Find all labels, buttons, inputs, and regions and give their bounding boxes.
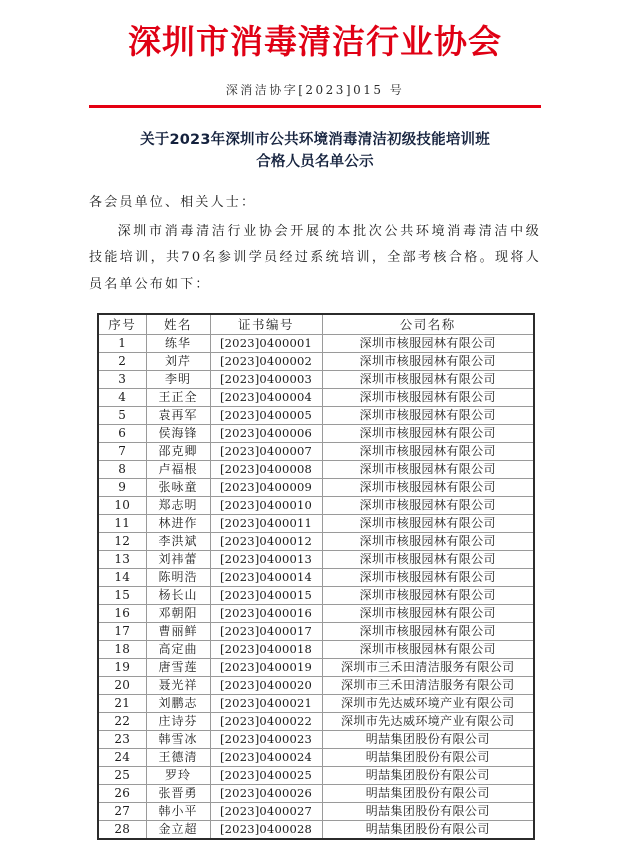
table-row: [98, 407, 534, 425]
cell-index: 23: [98, 731, 146, 749]
cell-index: 1: [98, 335, 146, 353]
letterhead: [0, 0, 630, 108]
cell-company: 明喆集团股份有限公司: [322, 767, 534, 785]
table-row: [98, 623, 534, 641]
cell-company: 深圳市核服园林有限公司: [322, 371, 534, 389]
table-row: [98, 425, 534, 443]
cell-index: 27: [98, 803, 146, 821]
cell-index: 20: [98, 677, 146, 695]
table-row: [98, 803, 534, 821]
cell-index: 19: [98, 659, 146, 677]
page-title-line-1: 关于2023年深圳市公共环境消毒清洁初级技能培训班: [140, 131, 490, 148]
cell-name: 庄诗芬: [146, 713, 210, 731]
table-row: [98, 443, 534, 461]
roster-table: [97, 313, 535, 840]
table-header: [98, 314, 534, 335]
table-row: [98, 731, 534, 749]
red-divider-rule: [89, 105, 541, 108]
salutation: 各会员单位、相关人士：: [89, 194, 257, 210]
table-row: [98, 371, 534, 389]
cell-cert-no: [2023]0400016: [210, 605, 322, 623]
table-row: [98, 551, 534, 569]
cell-index: 17: [98, 623, 146, 641]
cell-cert-no: [2023]0400014: [210, 569, 322, 587]
cell-cert-no: [2023]0400009: [210, 479, 322, 497]
cell-company: 深圳市核服园林有限公司: [322, 425, 534, 443]
cell-name: 刘鹏志: [146, 695, 210, 713]
cell-cert-no: [2023]0400026: [210, 785, 322, 803]
table-row: [98, 641, 534, 659]
cell-name: 张咏童: [146, 479, 210, 497]
cell-company: 深圳市核服园林有限公司: [322, 353, 534, 371]
cell-cert-no: [2023]0400004: [210, 389, 322, 407]
cell-cert-no: [2023]0400021: [210, 695, 322, 713]
cell-name: 郑志明: [146, 497, 210, 515]
table-row: [98, 749, 534, 767]
cell-company: 深圳市三禾田清洁服务有限公司: [322, 677, 534, 695]
cell-company: 深圳市核服园林有限公司: [322, 479, 534, 497]
table-row: [98, 353, 534, 371]
cell-index: 10: [98, 497, 146, 515]
cell-cert-no: [2023]0400018: [210, 641, 322, 659]
cell-company: 深圳市核服园林有限公司: [322, 605, 534, 623]
cell-cert-no: [2023]0400013: [210, 551, 322, 569]
cell-index: 24: [98, 749, 146, 767]
table-row: [98, 785, 534, 803]
cell-name: 练华: [146, 335, 210, 353]
table-row: [98, 659, 534, 677]
cell-index: 7: [98, 443, 146, 461]
table-row: [98, 677, 534, 695]
cell-name: 杨长山: [146, 587, 210, 605]
table-row: [98, 479, 534, 497]
table-row: [98, 821, 534, 840]
cell-name: 邓朝阳: [146, 605, 210, 623]
cell-company: 深圳市核服园林有限公司: [322, 389, 534, 407]
cell-company: 明喆集团股份有限公司: [322, 785, 534, 803]
cell-cert-no: [2023]0400017: [210, 623, 322, 641]
cell-name: 刘祎蕾: [146, 551, 210, 569]
cell-index: 11: [98, 515, 146, 533]
cell-name: 林进作: [146, 515, 210, 533]
cell-index: 4: [98, 389, 146, 407]
cell-cert-no: [2023]0400008: [210, 461, 322, 479]
cell-company: 深圳市核服园林有限公司: [322, 569, 534, 587]
cell-company: 明喆集团股份有限公司: [322, 803, 534, 821]
cell-cert-no: [2023]0400020: [210, 677, 322, 695]
cell-name: 袁再军: [146, 407, 210, 425]
cell-index: 25: [98, 767, 146, 785]
cell-index: 12: [98, 533, 146, 551]
cell-cert-no: [2023]0400015: [210, 587, 322, 605]
cell-index: 18: [98, 641, 146, 659]
table-row: [98, 389, 534, 407]
cell-company: 深圳市核服园林有限公司: [322, 335, 534, 353]
cell-index: 16: [98, 605, 146, 623]
cell-company: 深圳市核服园林有限公司: [322, 623, 534, 641]
column-header-company: 公司名称: [322, 314, 534, 335]
cell-cert-no: [2023]0400002: [210, 353, 322, 371]
cell-company: 深圳市三禾田清洁服务有限公司: [322, 659, 534, 677]
cell-company: 深圳市核服园林有限公司: [322, 497, 534, 515]
cell-company: 明喆集团股份有限公司: [322, 749, 534, 767]
table-row: [98, 335, 534, 353]
cell-cert-no: [2023]0400003: [210, 371, 322, 389]
cell-name: 王正全: [146, 389, 210, 407]
cell-name: 李洪斌: [146, 533, 210, 551]
table-row: [98, 713, 534, 731]
organization-title: 深圳市消毒清洁行业协会: [128, 22, 502, 61]
cell-index: 3: [98, 371, 146, 389]
table-row: [98, 461, 534, 479]
cell-company: 深圳市核服园林有限公司: [322, 515, 534, 533]
roster-table-container: [97, 313, 533, 840]
table-row: [98, 695, 534, 713]
table-body: [98, 335, 534, 840]
cell-company: 深圳市核服园林有限公司: [322, 641, 534, 659]
cell-name: 曹丽鲜: [146, 623, 210, 641]
cell-name: 侯海锋: [146, 425, 210, 443]
cell-index: 5: [98, 407, 146, 425]
page-title: [89, 129, 541, 174]
cell-cert-no: [2023]0400022: [210, 713, 322, 731]
table-row: [98, 533, 534, 551]
cell-company: 明喆集团股份有限公司: [322, 731, 534, 749]
cell-name: 唐雪莲: [146, 659, 210, 677]
table-row: [98, 497, 534, 515]
body-text: [89, 190, 541, 299]
cell-cert-no: [2023]0400023: [210, 731, 322, 749]
table-row: [98, 605, 534, 623]
cell-company: 深圳市核服园林有限公司: [322, 443, 534, 461]
cell-cert-no: [2023]0400001: [210, 335, 322, 353]
table-row: [98, 515, 534, 533]
cell-company: 深圳市核服园林有限公司: [322, 587, 534, 605]
cell-index: 21: [98, 695, 146, 713]
cell-name: 韩雪冰: [146, 731, 210, 749]
cell-cert-no: [2023]0400010: [210, 497, 322, 515]
cell-index: 8: [98, 461, 146, 479]
cell-index: 15: [98, 587, 146, 605]
cell-name: 聂光祥: [146, 677, 210, 695]
cell-cert-no: [2023]0400028: [210, 821, 322, 840]
body-paragraph: 深圳市消毒清洁行业协会开展的本批次公共环境消毒清洁中级技能培训，共70名参训学员经过系统培训，全部考核合格。现将人员名单公布如下：: [89, 223, 541, 292]
cell-name: 刘芹: [146, 353, 210, 371]
column-header-cert-no: 证书编号: [210, 314, 322, 335]
cell-index: 13: [98, 551, 146, 569]
cell-company: 明喆集团股份有限公司: [322, 821, 534, 840]
cell-cert-no: [2023]0400019: [210, 659, 322, 677]
cell-cert-no: [2023]0400007: [210, 443, 322, 461]
table-row: [98, 767, 534, 785]
cell-company: 深圳市核服园林有限公司: [322, 461, 534, 479]
cell-index: 22: [98, 713, 146, 731]
cell-name: 金立超: [146, 821, 210, 840]
cell-company: 深圳市先达威环境产业有限公司: [322, 713, 534, 731]
cell-company: 深圳市核服园林有限公司: [322, 551, 534, 569]
cell-cert-no: [2023]0400011: [210, 515, 322, 533]
cell-name: 王德清: [146, 749, 210, 767]
cell-index: 14: [98, 569, 146, 587]
cell-name: 卢福根: [146, 461, 210, 479]
page-title-line-2: 合格人员名单公示: [256, 154, 374, 171]
cell-name: 韩小平: [146, 803, 210, 821]
cell-index: 9: [98, 479, 146, 497]
cell-index: 2: [98, 353, 146, 371]
cell-cert-no: [2023]0400025: [210, 767, 322, 785]
document-number: 深消洁协字[2023]015 号: [225, 82, 405, 97]
cell-name: 高定曲: [146, 641, 210, 659]
cell-cert-no: [2023]0400012: [210, 533, 322, 551]
cell-company: 深圳市先达威环境产业有限公司: [322, 695, 534, 713]
column-header-name: 姓名: [146, 314, 210, 335]
table-row: [98, 587, 534, 605]
cell-index: 26: [98, 785, 146, 803]
cell-index: 6: [98, 425, 146, 443]
cell-company: 深圳市核服园林有限公司: [322, 407, 534, 425]
table-row: [98, 569, 534, 587]
cell-name: 李明: [146, 371, 210, 389]
cell-cert-no: [2023]0400027: [210, 803, 322, 821]
table-header-row: [98, 314, 534, 335]
cell-name: 邵克卿: [146, 443, 210, 461]
cell-name: 罗玲: [146, 767, 210, 785]
cell-company: 深圳市核服园林有限公司: [322, 533, 534, 551]
cell-name: 张晋勇: [146, 785, 210, 803]
cell-name: 陈明浩: [146, 569, 210, 587]
cell-cert-no: [2023]0400006: [210, 425, 322, 443]
cell-cert-no: [2023]0400005: [210, 407, 322, 425]
cell-index: 28: [98, 821, 146, 840]
cell-cert-no: [2023]0400024: [210, 749, 322, 767]
column-header-index: 序号: [98, 314, 146, 335]
